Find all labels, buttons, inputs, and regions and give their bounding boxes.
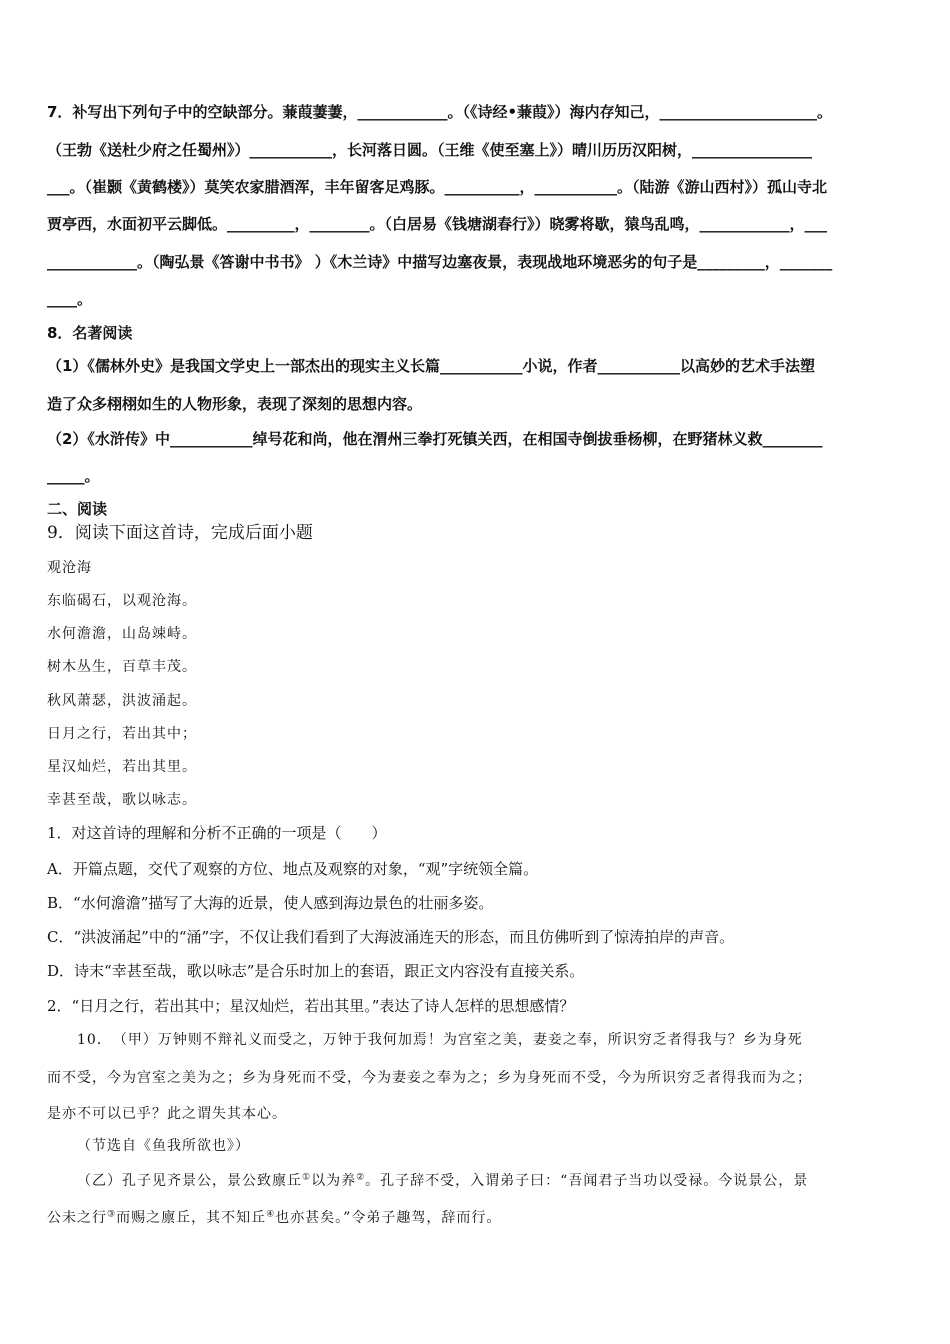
q10-jia-line-3: 是亦不可以已乎？此之谓失其本心。	[47, 1106, 287, 1122]
poem-line: 树木丛生，百草丰茂。	[47, 659, 197, 675]
q10-yi-text: 而赐之廪丘，其不知丘	[116, 1210, 267, 1226]
q9-title: 9．阅读下面这首诗，完成后面小题	[47, 523, 313, 543]
section-title-reading: 二、阅读	[47, 500, 108, 518]
poem-line: 水何澹澹，山岛竦峙。	[47, 626, 197, 642]
q8-line-3: （2）《水浒传》中___________绰号花和尚，他在渭州三拳打死镇关西，在相国寺倒拔垂杨柳，在野猪林义救________	[47, 430, 823, 448]
q10-yi-text: 以为养	[311, 1173, 357, 1189]
q10-yi-text: 公未之行	[47, 1210, 107, 1226]
q7-line-4: 贾亭西，水面初平云脚低。_________，________。（白居易《钱塘湖春行》）晓雾将歇，猿鸟乱鸣，____________，___	[47, 215, 828, 233]
q7-line-6: ____。	[47, 290, 93, 308]
q10-yi-text: 也亦甚矣。”令弟子趣驾，辞而行。	[275, 1210, 502, 1226]
q10-yi-line-1	[77, 1171, 808, 1191]
q10-yi-line-2	[47, 1208, 501, 1228]
q9-option-d: D．诗末“幸甚至哉，歌以咏志”是合乐时加上的套语，跟正文内容没有直接关系。	[47, 962, 585, 980]
q8-line-2: 造了众多栩栩如生的人物形象，表现了深刻的思想内容。	[47, 395, 423, 413]
q9-sub2: 2．“日月之行，若出其中；星汉灿烂，若出其里。”表达了诗人怎样的思想感情？	[47, 997, 575, 1015]
q10-yi-text: （乙）孔子见齐景公，景公致廪丘	[77, 1173, 302, 1189]
q7-line-3: ___。（崔颢《黄鹤楼》）莫笑农家腊酒浑，丰年留客足鸡豚。__________，___________。（陆游《游山西村》）孤山寺北	[47, 178, 828, 196]
poem-title: 观沧海	[47, 560, 92, 576]
q8-line-1: （1）《儒林外史》是我国文学史上一部杰出的现实主义长篇___________小说，作者___________以高妙的艺术手法塑	[47, 357, 815, 375]
q8-title: 8．名著阅读	[47, 324, 133, 342]
q9-option-a: A．开篇点题，交代了观察的方位、地点及观察的对象，“观”字统领全篇。	[47, 860, 539, 878]
q9-option-c: C．“洪波涌起”中的“涌”字，不仅让我们看到了大海波涌连天的形态，而且仿佛听到了惊涛拍岸的声音。	[47, 928, 735, 946]
q10-jia-line-1: 10． （甲）万钟则不辩礼义而受之，万钟于我何加焉！为宫室之美，妻妾之奉，所识穷乏者得我与？乡为身死	[77, 1032, 803, 1048]
footnote-marker: ④	[266, 1209, 276, 1220]
q10-yi-text: 。孔子辞不受，入谓弟子曰：“吾闻君子当功以受禄。今说景公，景	[365, 1173, 809, 1189]
poem-line: 日月之行，若出其中；	[47, 726, 197, 742]
q10-jia-source: （节选自《鱼我所欲也》）	[77, 1138, 250, 1154]
footnote-marker: ①	[302, 1172, 312, 1183]
footnote-marker: ②	[356, 1172, 366, 1183]
q9-option-b: B．“水何澹澹”描写了大海的近景，使人感到海边景色的壮丽多姿。	[47, 894, 494, 912]
poem-line: 星汉灿烂，若出其里。	[47, 759, 197, 775]
poem-line: 东临碣石，以观沧海。	[47, 593, 197, 609]
q7-line-2: （王勃《送杜少府之任蜀州》）___________，长河落日圆。（王维《使至塞上》）晴川历历汉阳树，________________	[47, 141, 813, 159]
q7-line-1: 7．补写出下列句子中的空缺部分。蒹葭萋萋，____________。（《诗经•蒹葭》）海内存知己，_____________________。	[47, 103, 833, 121]
q8-line-4: _____。	[47, 467, 100, 485]
q7-line-5: ____________。（陶弘景《答谢中书书》 ）《木兰诗》中描写边塞夜景，表现战地环境恶劣的句子是_________，_______	[47, 253, 833, 271]
poem-line: 秋风萧瑟，洪波涌起。	[47, 693, 197, 709]
q10-jia-line-2: 而不受，今为宫室之美为之；乡为身死而不受，今为妻妾之奉为之；乡为身死而不受，今为所识穷乏者得我而为之；	[47, 1070, 812, 1086]
footnote-marker: ③	[107, 1209, 117, 1220]
poem-line: 幸甚至哉，歌以咏志。	[47, 792, 197, 808]
q9-sub1: 1．对这首诗的理解和分析不正确的一项是（ ）	[47, 824, 387, 842]
